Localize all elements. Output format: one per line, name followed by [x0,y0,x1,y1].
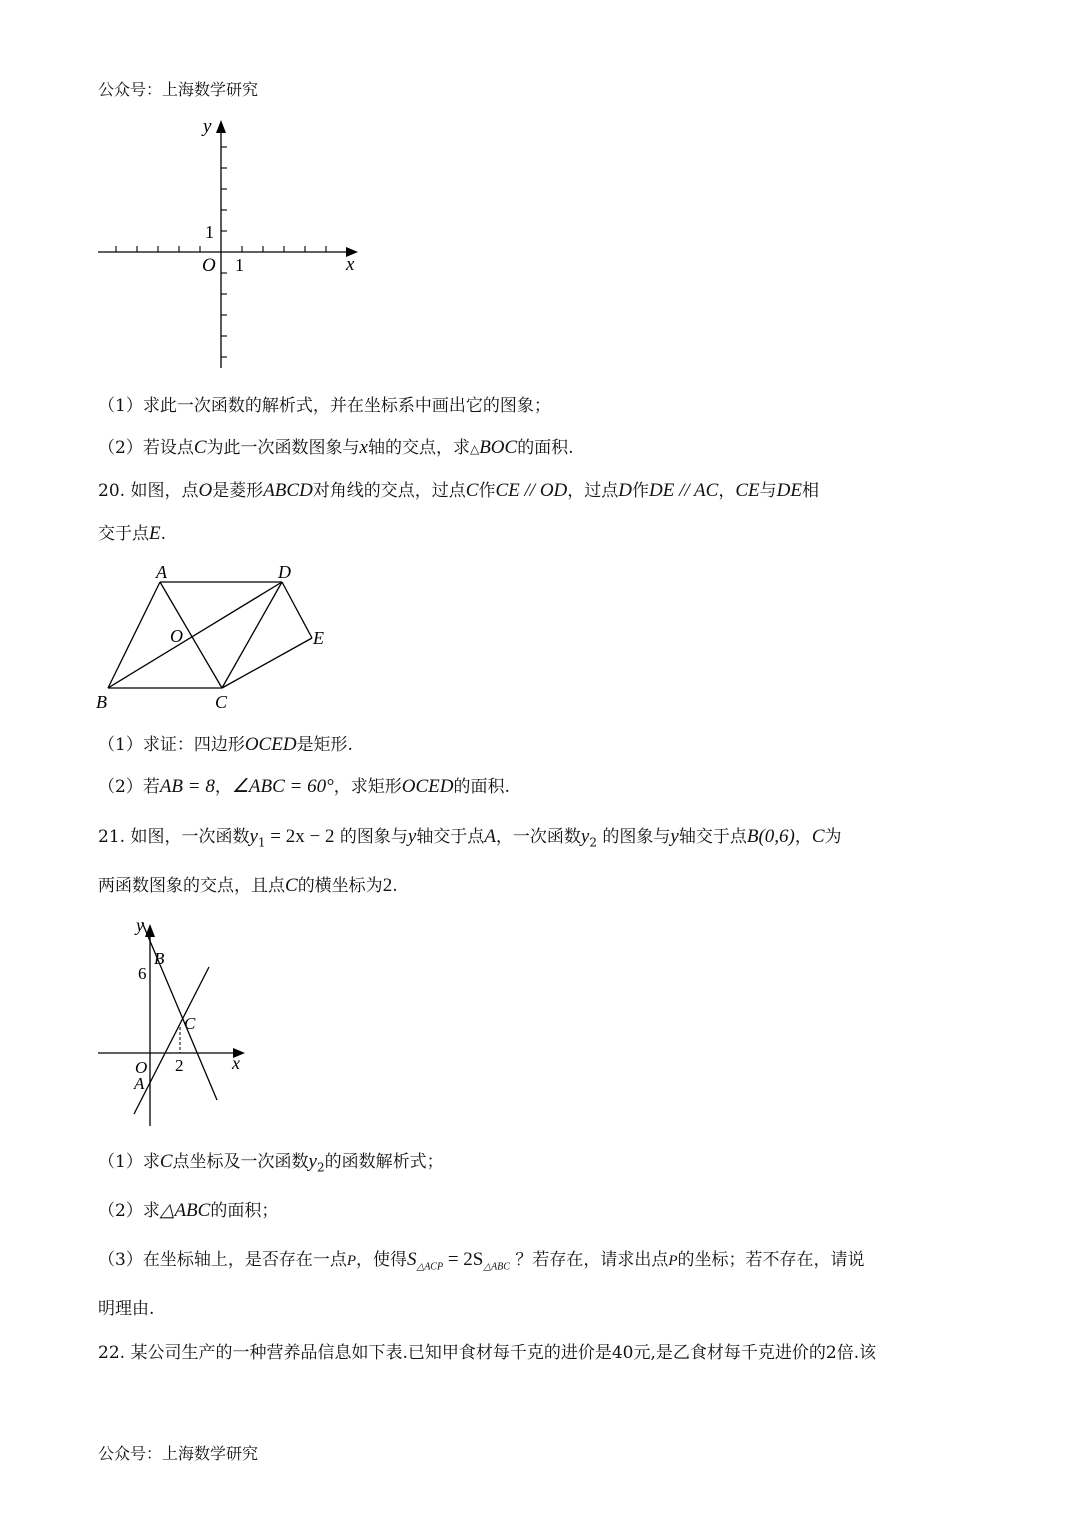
q21-part1: （1）求C点坐标及一次函数$y_2$的函数解析式； [98,1151,444,1175]
x-tick-label: 1 [235,255,244,275]
point-D-label: D [278,562,291,582]
q21-stem-line2: 两函数图象的交点，且点C的横坐标为2. [98,875,398,896]
y-tick-label: 1 [205,222,214,242]
coordinate-axes-figure [92,112,372,374]
point-A-label: A [156,562,167,582]
point-C-label: C [184,1014,196,1033]
x-value-label: 2 [175,1056,184,1075]
q20-part2: （2）若AB = 8，∠ABC = 60°，求矩形OCED的面积. [98,776,510,797]
q22-stem-line1: 22. 某公司生产的一种营养品信息如下表.已知甲食材每千克的进价是40元,是乙食材每千克进价的2倍.该 [98,1343,877,1363]
rhombus-figure [92,560,342,718]
origin-label: O [135,1058,148,1077]
q21-part2: （2）求△ABC的面积； [98,1200,279,1221]
point-A-label: A [134,1074,145,1093]
q20-stem-line2: 交于点E. [98,523,167,544]
point-E-label: E [313,628,324,648]
q20-part1: （1）求证：四边形OCED是矩形. [98,734,353,755]
q21-stem-line1: 21. 如图，一次函数$y_1 = 2x - 2$ 的图象与y轴交于点A，一次函数$y_2$ 的图象与y轴交于点B(0,6)，C为 [98,826,842,850]
origin-label: O [202,255,216,276]
y-axis-label: y [203,116,212,137]
q21-part3-line1: （3）在坐标轴上，是否存在一点P，使得$S_{\triangle ACP} = 2S_{\triangle ABC}$ ？若存在，请求出点P的坐标；若不存在，请说 [98,1249,865,1273]
q20-stem-line1: 20. 如图，点O是菱形ABCD对角线的交点，过点C作CE // OD，过点D作DE // AC，CE与DE相 [98,480,819,501]
point-B-label: B [154,949,165,968]
q19-part1: （1）求此一次函数的解析式，并在坐标系中画出它的图象； [98,396,551,416]
y-intercept-label: 6 [138,964,147,983]
page-footer: 公众号：上海数学研究 [98,1444,259,1463]
x-axis-label: x [232,1053,240,1073]
page-header: 公众号：上海数学研究 [98,80,259,99]
two-lines-figure [92,912,262,1130]
q19-part2: （2）若设点C为此一次函数图象与x轴的交点，求△BOC的面积. [98,437,574,458]
point-O-label: O [170,626,183,646]
point-B-label: B [96,692,107,712]
q21-part3-line2: 明理由. [98,1299,155,1319]
y-axis-label: y [136,915,144,935]
point-C-label: C [215,692,228,712]
x-axis-label: x [346,254,355,275]
